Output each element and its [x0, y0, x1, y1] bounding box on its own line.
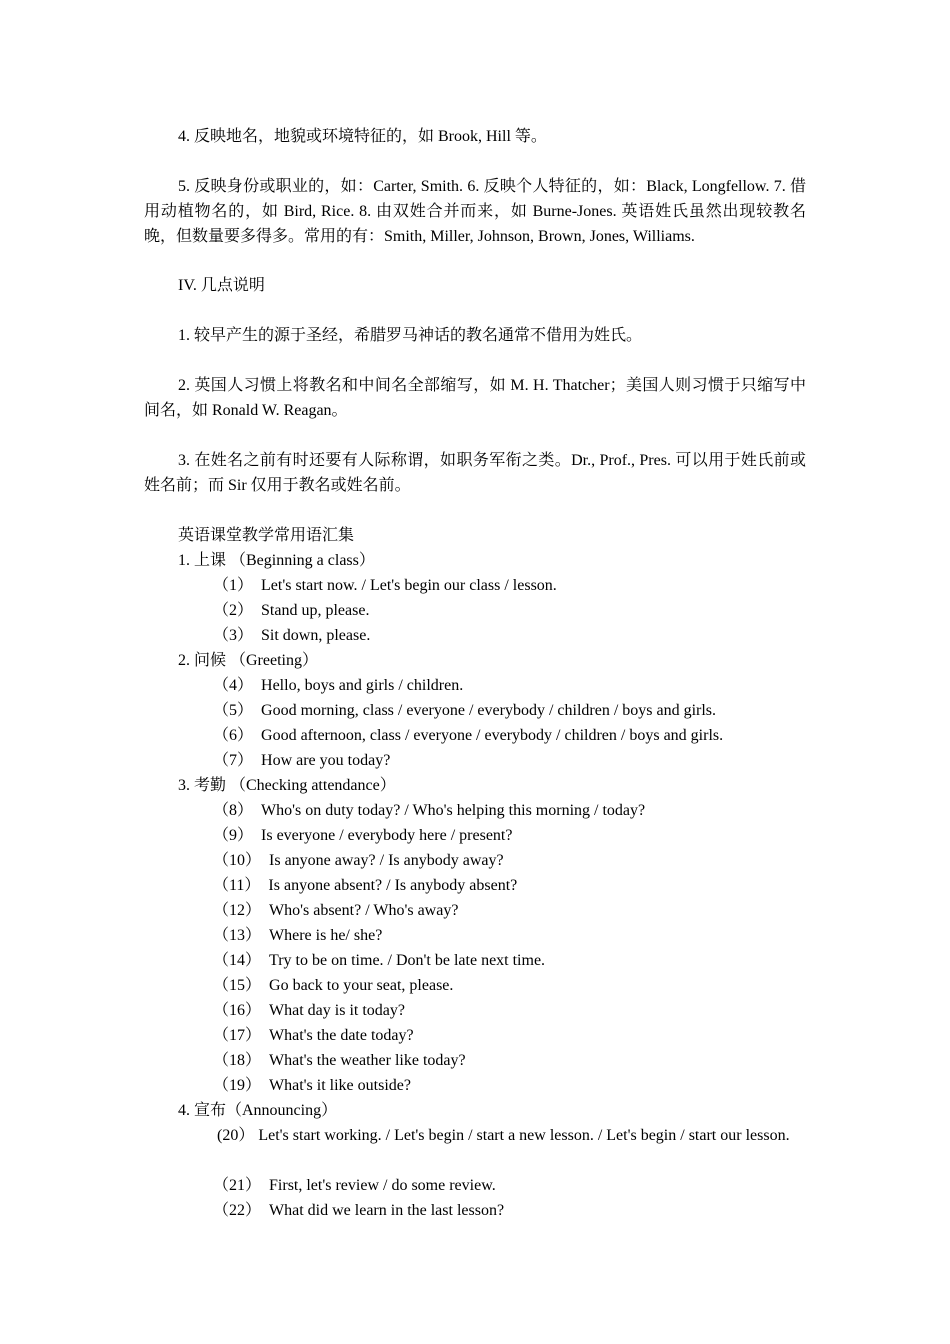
item-number: （9） — [213, 827, 254, 844]
item-number: （19） — [213, 1077, 262, 1094]
section-heading-greeting: 2. 问候 （Greeting） — [178, 652, 318, 669]
note-2: 2. 英国人习惯上将教名和中间名全部缩写，如 M. H. Thatcher；美国人则习惯于只缩写中间名，如 Ronald W. Reagan。 — [144, 377, 806, 419]
list-item — [213, 748, 390, 773]
item-number: （14） — [213, 952, 262, 969]
list-item — [213, 1023, 414, 1048]
section-heading-announcing: 4. 宣布（Announcing） — [178, 1102, 338, 1119]
item-text: Stand up, please. — [261, 602, 370, 619]
list-item — [213, 848, 504, 873]
list-item — [144, 1123, 806, 1148]
item-text: Let's start now. / Let's begin our class / lesson. — [261, 577, 557, 594]
item-text: Is anyone away? / Is anybody away? — [269, 852, 504, 869]
item-text: Let's start working. / Let's begin / start a new lesson. / Let's begin / start our lesson. — [258, 1127, 790, 1144]
section-iv-heading: IV. 几点说明 — [178, 277, 265, 294]
item-number: （4） — [213, 677, 254, 694]
item-text: What's the date today? — [269, 1027, 414, 1044]
item-number: （3） — [213, 627, 254, 644]
paragraph-4: 4. 反映地名，地貌或环境特征的，如 Brook, Hill 等。 — [178, 128, 547, 145]
list-item — [213, 948, 545, 973]
item-text: Good afternoon, class / everyone / everybody / children / boys and girls. — [261, 727, 724, 744]
item-text: What's the weather like today? — [269, 1052, 466, 1069]
list-item — [213, 973, 453, 998]
list-item — [213, 623, 370, 648]
list-item — [213, 798, 645, 823]
item-number: （16） — [213, 1002, 262, 1019]
item-text: Who's absent? / Who's away? — [269, 902, 459, 919]
item-number: （7） — [213, 752, 254, 769]
list-item — [213, 898, 458, 923]
item-number: （22） — [213, 1202, 262, 1219]
item-number: （12） — [213, 902, 262, 919]
item-number: （13） — [213, 927, 262, 944]
item-text: Is anyone absent? / Is anybody absent? — [268, 877, 518, 894]
item-number: （15） — [213, 977, 262, 994]
item-text: Is everyone / everybody here / present? — [261, 827, 513, 844]
item-number: （6） — [213, 727, 254, 744]
item-number: （2） — [213, 602, 254, 619]
note-3: 3. 在姓名之前有时还要有人际称谓，如职务军衔之类。Dr., Prof., Pres. 可以用于姓氏前或姓名前；而 Sir 仅用于教名或姓名前。 — [144, 452, 806, 494]
list-item — [213, 673, 463, 698]
item-number: （1） — [213, 577, 254, 594]
item-text: Good morning, class / everyone / everybody / children / boys and girls. — [261, 702, 717, 719]
item-number: （17） — [213, 1027, 262, 1044]
item-text: Who's on duty today? / Who's helping this morning / today? — [261, 802, 646, 819]
item-number: （10） — [213, 852, 262, 869]
item-text: First, let's review / do some review. — [269, 1177, 496, 1194]
list-item — [213, 598, 369, 623]
item-text: Sit down, please. — [261, 627, 371, 644]
item-text: What did we learn in the last lesson? — [269, 1202, 505, 1219]
section-heading-beginning: 1. 上课 （Beginning a class） — [178, 552, 375, 569]
item-number: (20） — [217, 1127, 255, 1144]
note-1: 1. 较早产生的源于圣经，希腊罗马神话的教名通常不借用为姓氏。 — [178, 327, 643, 344]
item-text: How are you today? — [261, 752, 391, 769]
item-number: （5） — [213, 702, 254, 719]
item-text: Try to be on time. / Don't be late next time. — [269, 952, 546, 969]
item-text: Go back to your seat, please. — [269, 977, 454, 994]
list-item — [213, 1073, 411, 1098]
list-item — [213, 698, 716, 723]
list-item — [213, 573, 557, 598]
list-item — [213, 1198, 504, 1223]
section-heading-attendance: 3. 考勤 （Checking attendance） — [178, 777, 396, 794]
list-item — [213, 923, 382, 948]
item-number: （21） — [213, 1177, 262, 1194]
list-item — [213, 823, 512, 848]
item-text: Hello, boys and girls / children. — [261, 677, 464, 694]
paragraph-5: 5. 反映身份或职业的，如：Carter, Smith. 6. 反映个人特征的，如：Black, Longfellow. 7. 借用动植物名的，如 Bird, Rice. 8. 由双姓合并而来，如 Burne-Jones. 英语姓氏虽然出现较教名晚，但数量要多得多。常用的有：Smith, Miller, Johnson, Brown, Jones, Williams. — [144, 178, 806, 245]
item-number: （11） — [213, 877, 261, 894]
item-text: Where is he/ she? — [269, 927, 383, 944]
item-text: What's it like outside? — [269, 1077, 411, 1094]
list-item — [213, 1048, 466, 1073]
list-item — [213, 873, 517, 898]
item-number: （18） — [213, 1052, 262, 1069]
item-text: What day is it today? — [269, 1002, 405, 1019]
list-item — [213, 723, 723, 748]
item-number: （8） — [213, 802, 254, 819]
list-item — [213, 998, 405, 1023]
list-item — [213, 1173, 496, 1198]
collection-title: 英语课堂教学常用语汇集 — [178, 527, 355, 544]
